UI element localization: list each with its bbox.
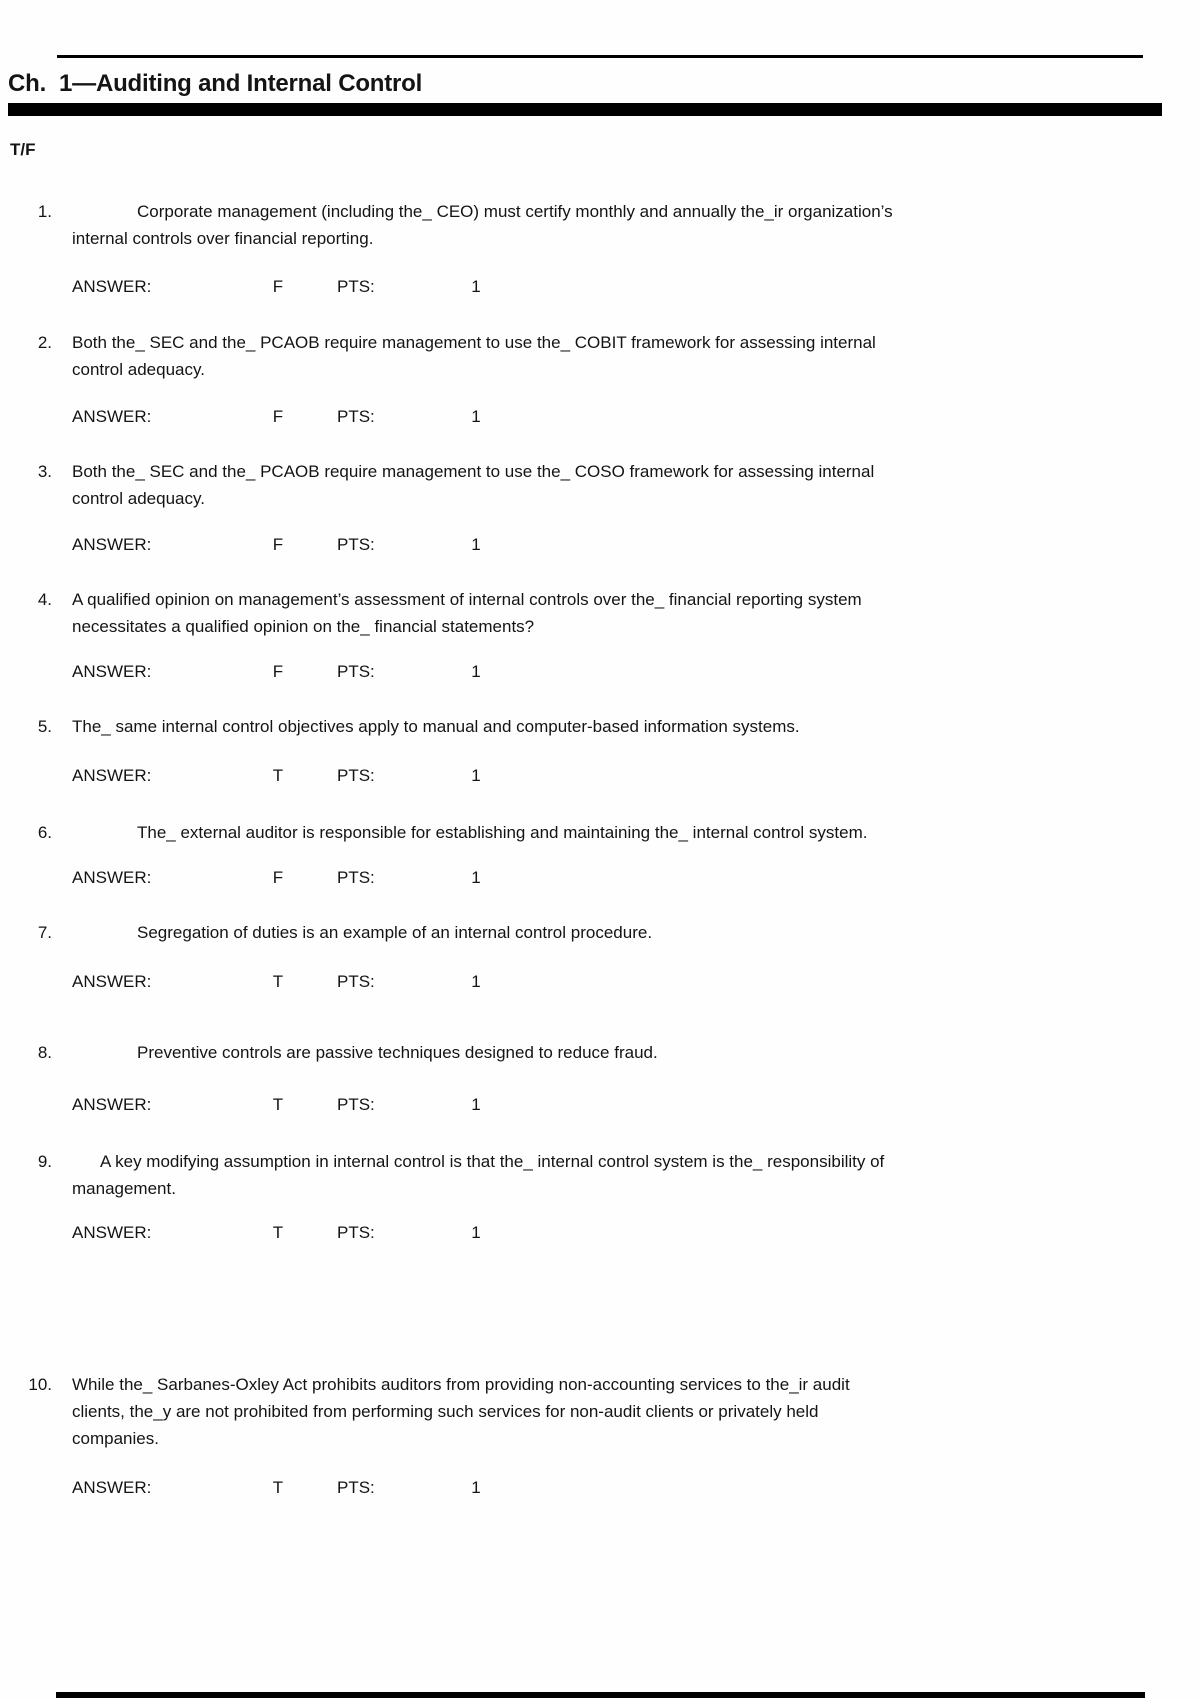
question-number: 3. [37, 462, 52, 481]
question-text-line: Corporate management (including the_ CEO) must certify monthly and annually the_ir organization’s [137, 202, 893, 221]
question-text-line: The_ same internal control objectives apply to manual and computer-based information systems. [72, 717, 800, 736]
pts-value: 1 [471, 1478, 481, 1497]
answer-row-9 [0, 1222, 620, 1244]
answer-label: ANSWER: [72, 1095, 152, 1114]
question-text-line: A qualified opinion on management’s assessment of internal controls over the_ financial reporting system [72, 590, 862, 609]
answer-label: ANSWER: [72, 407, 152, 426]
question-text-line: management. [72, 1179, 176, 1198]
question-text-line: necessitates a qualified opinion on the_ financial statements? [72, 617, 535, 636]
pts-label: PTS: [337, 868, 375, 887]
answer-value: F [272, 535, 284, 554]
pts-value: 1 [471, 535, 481, 554]
answer-label: ANSWER: [72, 1478, 152, 1497]
pts-value: 1 [471, 972, 481, 991]
pts-label: PTS: [337, 972, 375, 991]
question-text-line: clients, the_y are not prohibited from performing such services for non-audit clients or privately held [72, 1402, 819, 1421]
pts-label: PTS: [337, 535, 375, 554]
question-text-line: Preventive controls are passive techniques designed to reduce fraud. [137, 1043, 658, 1062]
pts-value: 1 [471, 662, 481, 681]
pts-label: PTS: [337, 662, 375, 681]
question-10 [0, 1371, 1120, 1452]
pts-label: PTS: [337, 1478, 375, 1497]
pts-value: 1 [471, 1223, 481, 1242]
answer-label: ANSWER: [72, 766, 152, 785]
answer-row-7 [0, 971, 620, 993]
question-text-line: Segregation of duties is an example of an internal control procedure. [137, 923, 653, 942]
question-1 [0, 198, 1120, 252]
question-text-line: internal controls over financial reporting. [72, 229, 374, 248]
pts-value: 1 [471, 407, 481, 426]
chapter-title: Ch. 1—Auditing and Internal Control [8, 70, 423, 97]
answer-row-5 [0, 765, 620, 787]
question-number: 7. [37, 923, 52, 942]
title-underline-bar [8, 103, 1162, 116]
question-number: 1. [37, 202, 52, 221]
question-number: 10. [28, 1375, 52, 1394]
pts-label: PTS: [337, 1223, 375, 1242]
question-4 [0, 586, 1120, 640]
question-text-line: control adequacy. [72, 489, 205, 508]
pts-label: PTS: [337, 766, 375, 785]
answer-value: T [272, 766, 284, 785]
pts-value: 1 [471, 868, 481, 887]
question-5 [0, 713, 1120, 740]
pts-value: 1 [471, 277, 481, 296]
answer-value: T [272, 972, 284, 991]
answer-row-10 [0, 1477, 620, 1499]
pts-label: PTS: [337, 407, 375, 426]
question-text-line: The_ external auditor is responsible for establishing and maintaining the_ internal control system. [137, 823, 868, 842]
question-text-line: Both the_ SEC and the_ PCAOB require management to use the_ COBIT framework for assessing internal [72, 333, 876, 352]
pts-label: PTS: [337, 277, 375, 296]
question-text-line: control adequacy. [72, 360, 205, 379]
answer-label: ANSWER: [72, 1223, 152, 1242]
page-rule-top [57, 55, 1143, 58]
question-7 [0, 919, 1120, 946]
question-text-line: A key modifying assumption in internal control is that the_ internal control system is the_ responsibility of [100, 1152, 885, 1171]
answer-row-2 [0, 406, 620, 428]
question-text-line: Both the_ SEC and the_ PCAOB require management to use the_ COSO framework for assessing internal [72, 462, 875, 481]
answer-label: ANSWER: [72, 277, 152, 296]
answer-row-8 [0, 1094, 620, 1116]
pts-value: 1 [471, 1095, 481, 1114]
question-number: 9. [37, 1152, 52, 1171]
answer-value: T [272, 1095, 284, 1114]
answer-row-3 [0, 534, 620, 556]
answer-row-1 [0, 276, 620, 298]
answer-row-6 [0, 867, 620, 889]
answer-value: F [272, 662, 284, 681]
pts-value: 1 [471, 766, 481, 785]
answer-value: T [272, 1478, 284, 1497]
answer-label: ANSWER: [72, 662, 152, 681]
question-9 [0, 1148, 1120, 1202]
pts-label: PTS: [337, 1095, 375, 1114]
question-number: 5. [37, 717, 52, 736]
question-2 [0, 329, 1120, 383]
section-label: T/F [10, 140, 36, 159]
page-rule-bottom [56, 1692, 1145, 1698]
answer-label: ANSWER: [72, 868, 152, 887]
question-number: 4. [37, 590, 52, 609]
question-3 [0, 458, 1120, 512]
answer-value: T [272, 1223, 284, 1242]
answer-value: F [272, 277, 284, 296]
answer-label: ANSWER: [72, 535, 152, 554]
question-text-line: While the_ Sarbanes-Oxley Act prohibits auditors from providing non-accounting services to the_ir audit [72, 1375, 850, 1394]
question-number: 2. [37, 333, 52, 352]
answer-row-4 [0, 661, 620, 683]
answer-value: F [272, 407, 284, 426]
question-6 [0, 819, 1120, 846]
question-number: 8. [37, 1043, 52, 1062]
question-number: 6. [37, 823, 52, 842]
answer-label: ANSWER: [72, 972, 152, 991]
question-text-line: companies. [72, 1429, 159, 1448]
answer-value: F [272, 868, 284, 887]
question-8 [0, 1039, 1120, 1066]
